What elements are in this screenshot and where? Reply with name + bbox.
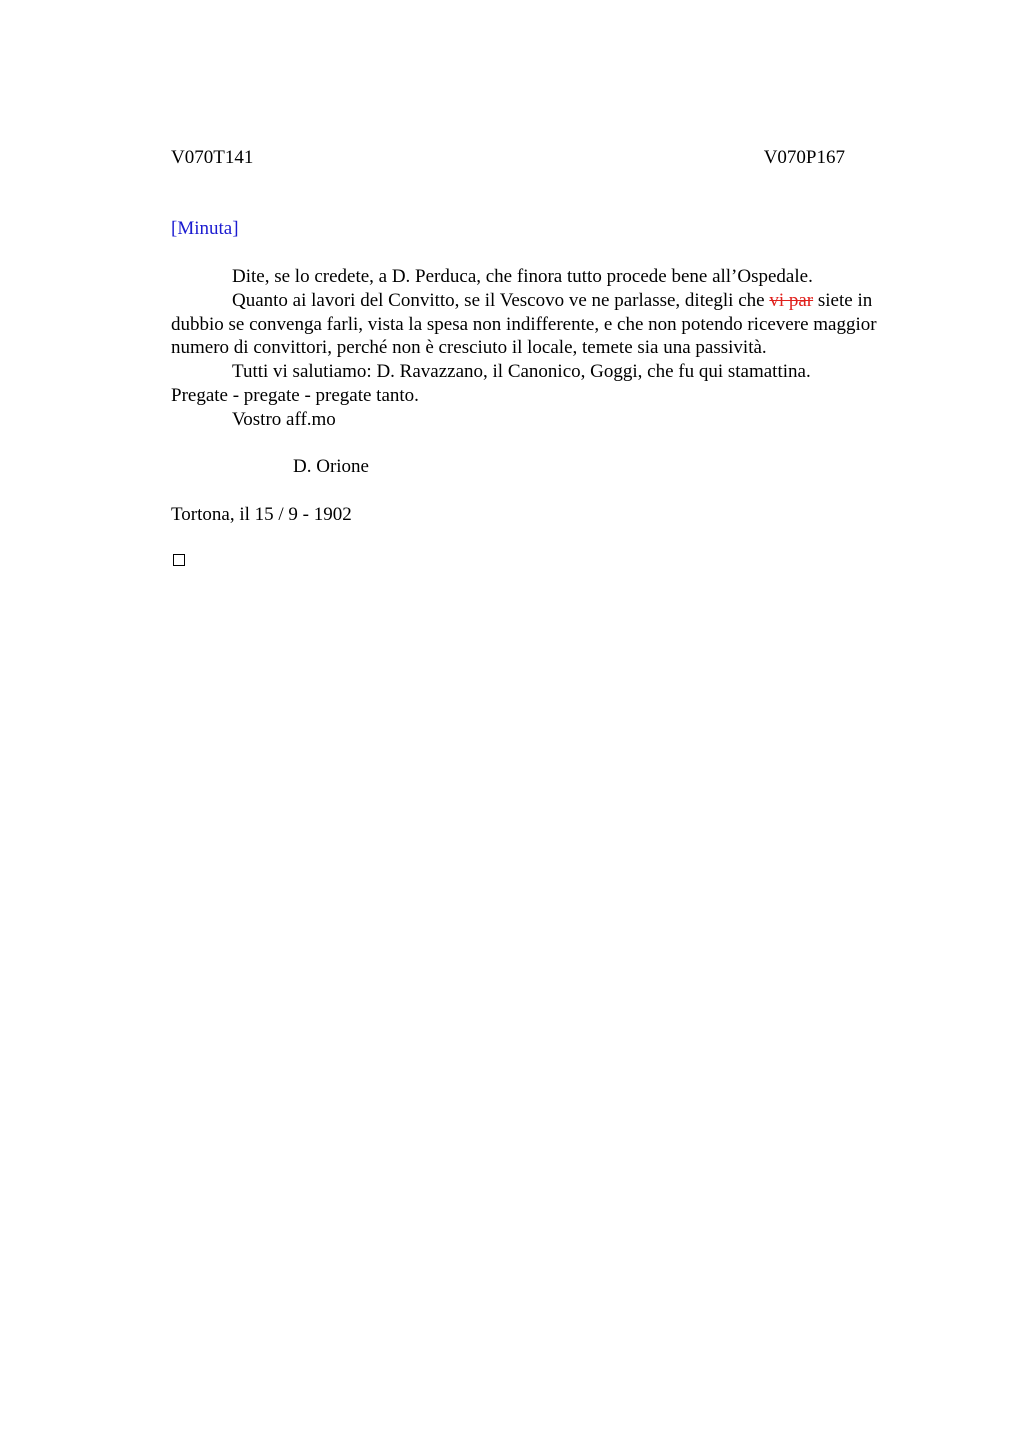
minuta-label: [Minuta] [171,218,239,239]
place-date: Tortona, il 15 / 9 - 1902 [171,504,352,525]
letter-body [171,265,915,432]
signature: D. Orione [293,456,369,477]
paragraph-1: Dite, se lo credete, a D. Perduca, che finora tutto procede bene all’Ospedale. [232,266,813,287]
closing-line: Vostro aff.mo [232,408,336,430]
paragraph-3: Tutti vi salutiamo: D. Ravazzano, il Canonico, Goggi, che fu qui stamattina. [232,361,811,383]
volume-text-reference: V070T141 [171,147,254,168]
end-marker-square-icon [173,554,185,566]
paragraph-2-end: siete in dubbio se convenga farli, vista la spesa non indifferente, e che non potendo ricevere maggior numero di convittori, perché non è cresciuto il locale, temete sia una passività. [171,289,877,359]
paragraph-2-start: Quanto ai lavori del Convitto, se il Vescovo ve ne parlasse, ditegli che [232,289,770,311]
document-header [171,146,845,170]
paragraph-2 [171,289,915,360]
paragraph-4: Pregate - pregate - pregate tanto. [171,384,419,406]
struck-text: vi par [769,289,814,311]
volume-page-reference: V070P167 [763,147,845,168]
